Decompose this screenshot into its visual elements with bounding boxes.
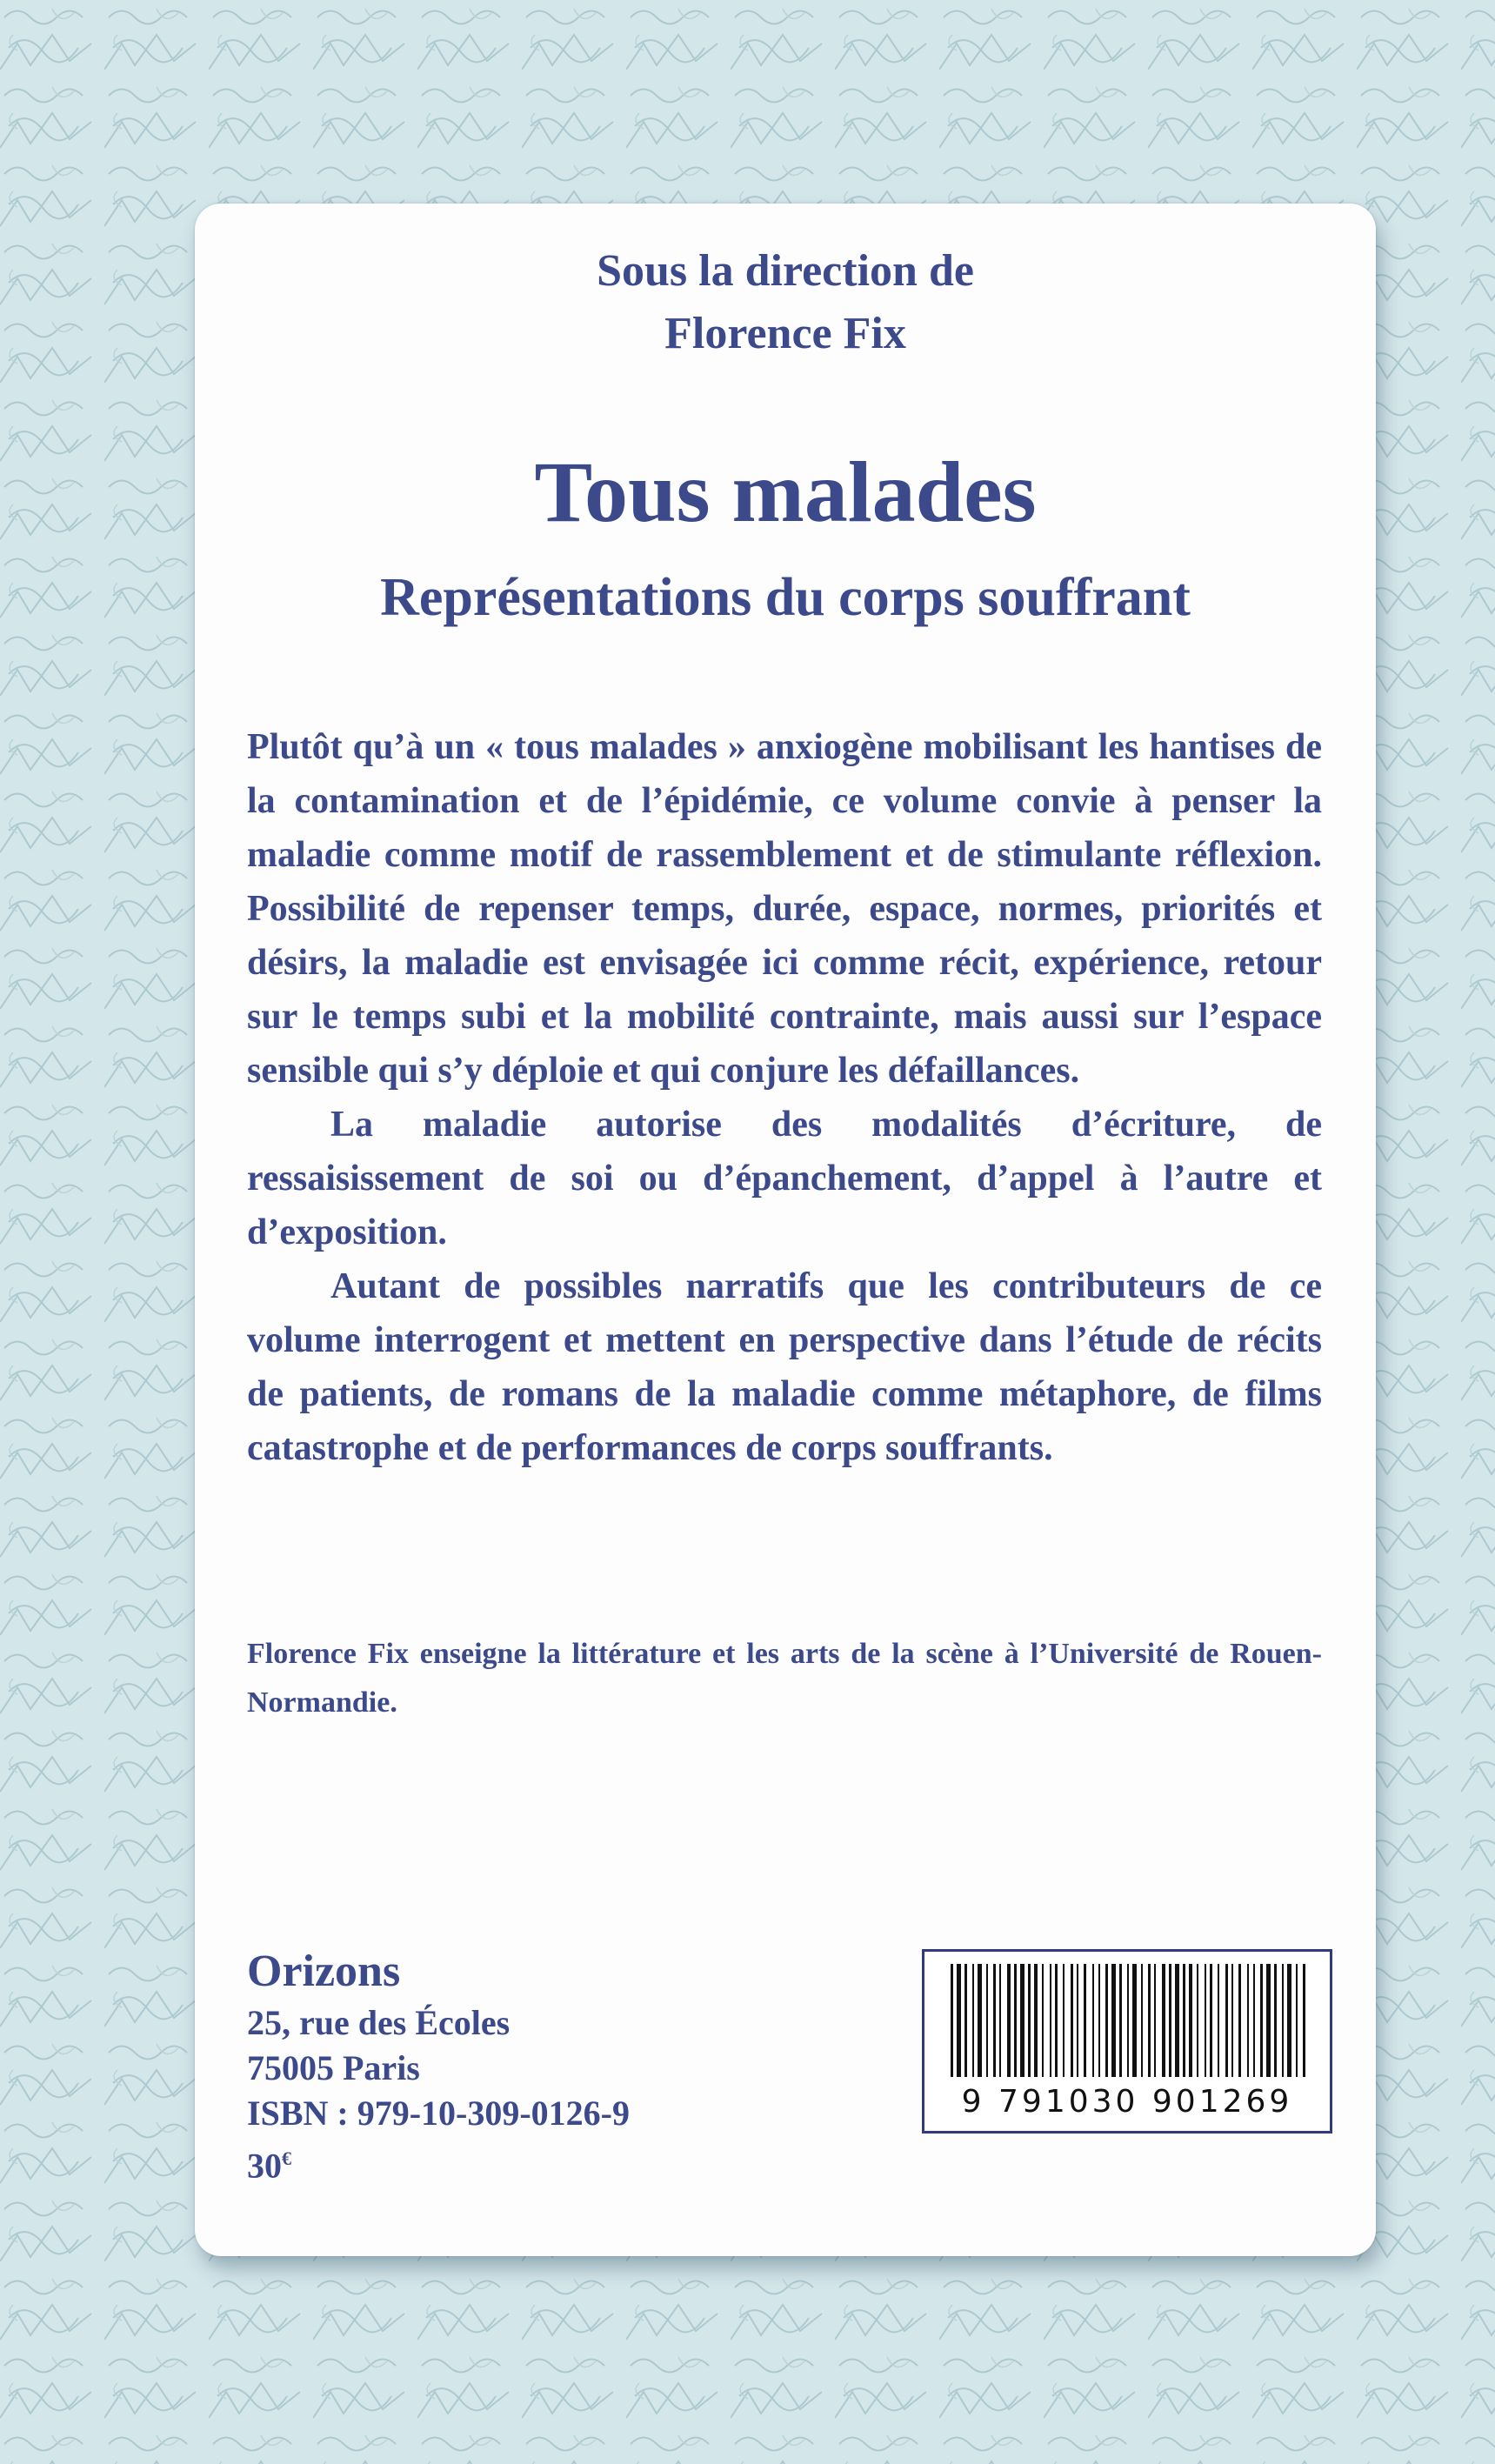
blurb [247, 720, 1322, 1475]
book-title: Tous malades [534, 444, 1037, 540]
barcode-bars [924, 1952, 1330, 2082]
barcode-digits: 9 791030 901269 [961, 2084, 1293, 2120]
publisher-address-street: 25, rue des Écoles [247, 2003, 511, 2042]
editor-name: Florence Fix [664, 309, 906, 358]
book-subtitle: Représentations du corps souffrant [380, 568, 1191, 627]
price [247, 2136, 630, 2188]
publisher-name: Orizons [247, 1946, 401, 1996]
price-value: 30 [247, 2146, 282, 2186]
publisher-address-city: 75005 Paris [247, 2048, 420, 2087]
barcode [922, 1949, 1332, 2133]
blurb-paragraph: La maladie autorise des modalités d’écriture, de ressaisissement de soi ou d’épanchement, d’appel à l’autre et d’exposition. [247, 1105, 1322, 1252]
blurb-paragraph: Plutôt qu’à un « tous malades » anxiogène mobilisant les hantises de la contamination et de l’épidémie, ce volume convie à penser la maladie comme motif de rassemblement et de stimulante réflexion. Possibilité de repenser temps, durée, espace, normes, priorités et désirs, la maladie est envisagée ici comme récit, expérience, retour sur le temps subi et la mobilité contrainte, mais aussi sur l’espace sensible qui s’y déploie et qui conjure les défaillances. [247, 727, 1322, 1091]
author-bio: Florence Fix enseigne la littérature et les arts de la scène à l’Université de Rouen-Normandie. [247, 1638, 1322, 1719]
blurb-paragraph: Autant de possibles narratifs que les contributeurs de ce volume interrogent et mettent en perspective dans l’étude de récits de patients, de romans de la maladie comme métaphore, de films catastrophe et de performances de corps souffrants. [247, 1266, 1322, 1468]
editor-credit [195, 240, 1376, 365]
direction-line: Sous la direction de [597, 246, 974, 296]
publisher-info [247, 1943, 630, 2188]
isbn: ISBN : 979-10-309-0126-9 [247, 2093, 630, 2133]
price-currency: € [282, 2147, 291, 2169]
back-cover-card [195, 204, 1376, 2256]
